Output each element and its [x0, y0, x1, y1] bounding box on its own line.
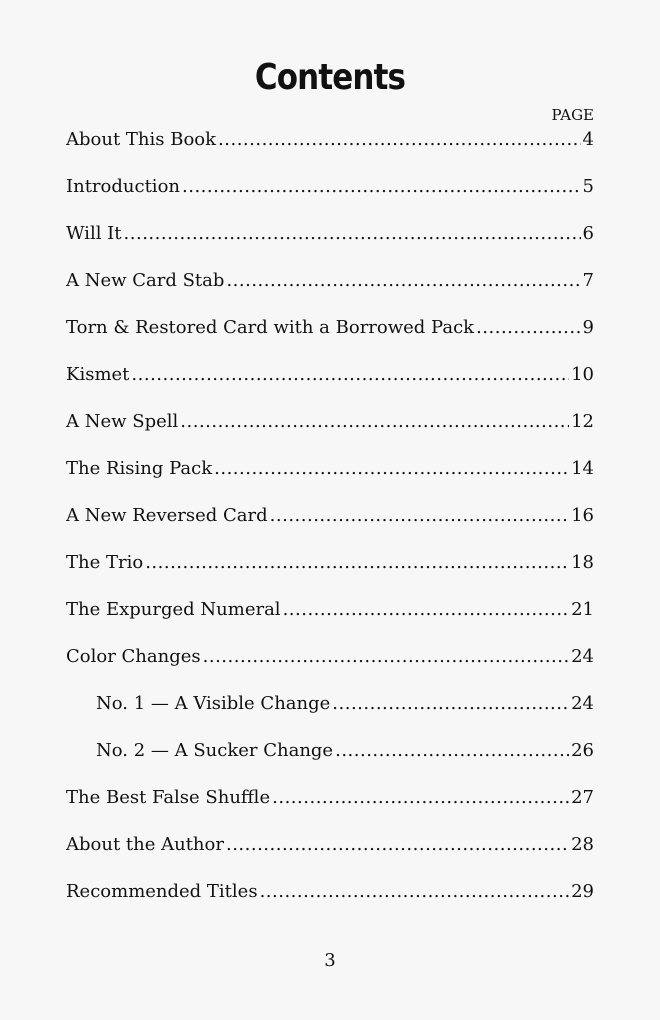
toc-entry	[66, 597, 594, 644]
toc-entry-page: 24	[571, 646, 594, 667]
toc-entry-title: A New Spell	[66, 411, 179, 432]
toc-entry	[66, 503, 594, 550]
toc-entry	[66, 456, 594, 503]
toc-entry-page: 24	[571, 693, 594, 714]
toc-entry-title: About This Book	[66, 129, 217, 150]
dot-leader	[226, 268, 580, 294]
toc-entry	[66, 550, 594, 597]
dot-leader	[214, 456, 569, 482]
toc-entry-title: The Trio	[66, 552, 144, 573]
toc-entry	[66, 268, 594, 315]
toc-entry	[66, 127, 594, 174]
toc-entry-title: No. 1 — A Visible Change	[96, 693, 331, 714]
table-of-contents	[66, 127, 594, 926]
dot-leader	[131, 362, 569, 388]
toc-entry-title: No. 2 — A Sucker Change	[96, 740, 334, 761]
toc-entry	[66, 362, 594, 409]
toc-entry-title: The Rising Pack	[66, 458, 213, 479]
toc-entry-title: Torn & Restored Card with a Borrowed Pack	[66, 317, 475, 338]
toc-entry-page: 18	[571, 552, 594, 573]
toc-entry-title: About the Author	[66, 834, 224, 855]
toc-entry-title: Introduction	[66, 176, 180, 197]
toc-entry-title: Recommended Titles	[66, 881, 258, 902]
toc-entry-page: 28	[571, 834, 594, 855]
toc-entry-title: A New Card Stab	[66, 270, 225, 291]
toc-entry	[66, 174, 594, 221]
dot-leader	[270, 503, 569, 529]
toc-entry-title: Will It	[66, 223, 122, 244]
toc-entry-page: 12	[571, 411, 594, 432]
toc-entry	[66, 221, 594, 268]
toc-entry-page: 27	[571, 787, 594, 808]
toc-entry-page: 16	[571, 505, 594, 526]
toc-entry-page: 21	[571, 599, 594, 620]
dot-leader	[332, 691, 569, 717]
toc-entry-title: The Best False Shuffle	[66, 787, 271, 808]
toc-entry-page: 4	[582, 129, 594, 150]
dot-leader	[145, 550, 569, 576]
page-title: Contents	[254, 57, 406, 98]
toc-entry-title: A New Reversed Card	[66, 505, 268, 526]
toc-entry	[66, 879, 594, 926]
dot-leader	[203, 644, 569, 670]
dot-leader	[124, 221, 581, 247]
dot-leader	[335, 738, 569, 764]
toc-entry-page: 7	[582, 270, 594, 291]
toc-entry-page: 5	[582, 176, 594, 197]
dot-leader	[283, 597, 570, 623]
toc-entry-page: 29	[571, 881, 594, 902]
toc-entry-page: 10	[571, 364, 594, 385]
toc-entry-page: 26	[571, 740, 594, 761]
toc-entry-page: 9	[582, 317, 594, 338]
toc-entry	[66, 785, 594, 832]
dot-leader	[260, 879, 570, 905]
dot-leader	[182, 174, 581, 200]
toc-entry-page: 6	[582, 223, 594, 244]
dot-leader	[180, 409, 569, 435]
page-column-label: PAGE	[551, 106, 594, 124]
dot-leader	[272, 785, 569, 811]
toc-entry-page: 14	[571, 458, 594, 479]
page-number: 3	[324, 950, 336, 971]
dot-leader	[218, 127, 581, 153]
toc-entry-title: Kismet	[66, 364, 130, 385]
toc-entry	[66, 409, 594, 456]
toc-entry	[66, 315, 594, 362]
toc-entry-title: Color Changes	[66, 646, 201, 667]
toc-entry-title: The Expurged Numeral	[66, 599, 281, 620]
toc-subentry	[66, 691, 594, 738]
dot-leader	[226, 832, 569, 858]
toc-entry	[66, 832, 594, 879]
dot-leader	[476, 315, 580, 341]
toc-entry	[66, 644, 594, 691]
toc-subentry	[66, 738, 594, 785]
